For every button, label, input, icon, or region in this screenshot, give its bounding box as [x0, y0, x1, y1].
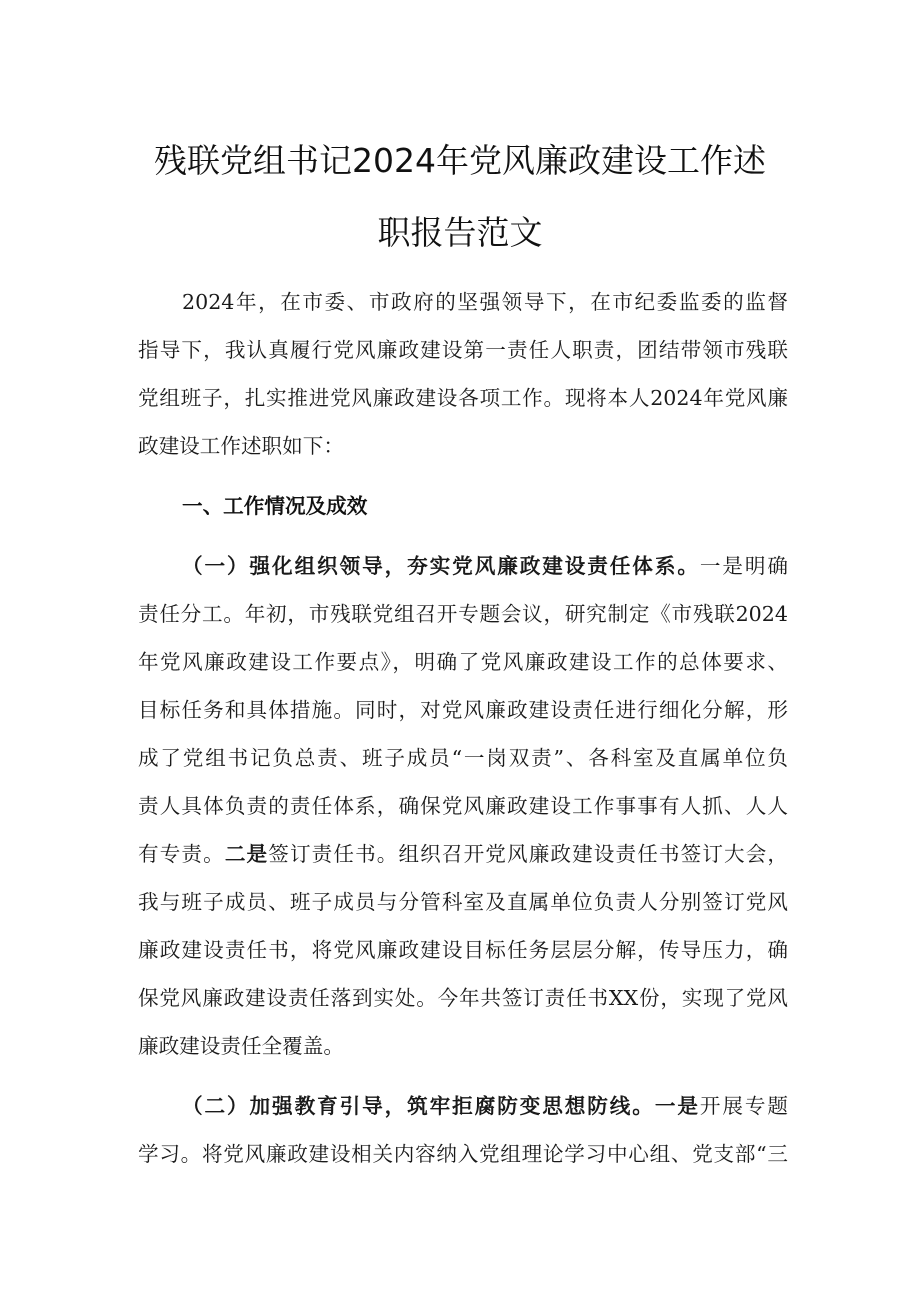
sub1-line-7-start: 有专责。 — [138, 842, 225, 866]
document-title-line-1: 残联党组书记2024年党风廉政建设工作述 — [154, 141, 766, 180]
intro-line-2: 指导下，我认真履行党风廉政建设第一责任人职责，团结带领市残联 — [138, 338, 788, 362]
sub1-line-5: 成了党组书记负总责、班子成员“一岗双责”、各科室及直属单位负 — [138, 746, 788, 770]
sub1-line-7-rest: 签订责任书。组织召开党风廉政建设责任书签订大会， — [268, 842, 788, 866]
sub1-line-8: 我与班子成员、班子成员与分管科室及直属单位负责人分别签订党风 — [138, 890, 788, 914]
sub1-lead-rest: 一是明确 — [699, 554, 788, 578]
intro-line-4: 政建设工作述职如下： — [138, 434, 344, 458]
sub1-line-10: 保党风廉政建设责任落到实处。今年共签订责任书XX份，实现了党风 — [138, 986, 788, 1010]
sub1-line-7-bold: 二是 — [224, 842, 269, 866]
sub1-lead-bold: （一）强化组织领导，夯实党风廉政建设责任体系。 — [182, 554, 700, 578]
intro-line-3: 党组班子，扎实推进党风廉政建设各项工作。现将本人2024年党风廉 — [138, 386, 788, 410]
section-heading-1: 一、工作情况及成效 — [182, 494, 368, 518]
sub1-line-2: 责任分工。年初，市残联党组召开专题会议，研究制定《市残联2024 — [138, 602, 788, 626]
sub1-line-4: 目标任务和具体措施。同时，对党风廉政建设责任进行细化分解，形 — [138, 698, 788, 722]
sub1-line-7 — [138, 840, 788, 868]
document-title-line-2: 职报告范文 — [377, 213, 543, 252]
sub1-line-3: 年党风廉政建设工作要点》，明确了党风廉政建设工作的总体要求、 — [138, 650, 788, 674]
sub1-lead-line — [182, 552, 788, 580]
sub1-line-6: 责人具体负责的责任体系，确保党风廉政建设工作事事有人抓、人人 — [138, 794, 788, 818]
sub1-line-11: 廉政建设责任全覆盖。 — [138, 1034, 344, 1058]
sub2-lead-bold: （二）加强教育引导，筑牢拒腐防变思想防线。一是 — [182, 1094, 700, 1118]
sub2-line-2: 学习。将党风廉政建设相关内容纳入党组理论学习中心组、党支部“三 — [138, 1142, 788, 1166]
sub2-lead-line — [182, 1092, 788, 1120]
sub1-line-9: 廉政建设责任书，将党风廉政建设目标任务层层分解，传导压力，确 — [138, 938, 788, 962]
sub2-lead-rest: 开展专题 — [699, 1094, 788, 1118]
intro-line-1: 2024年，在市委、市政府的坚强领导下，在市纪委监委的监督 — [182, 290, 788, 314]
